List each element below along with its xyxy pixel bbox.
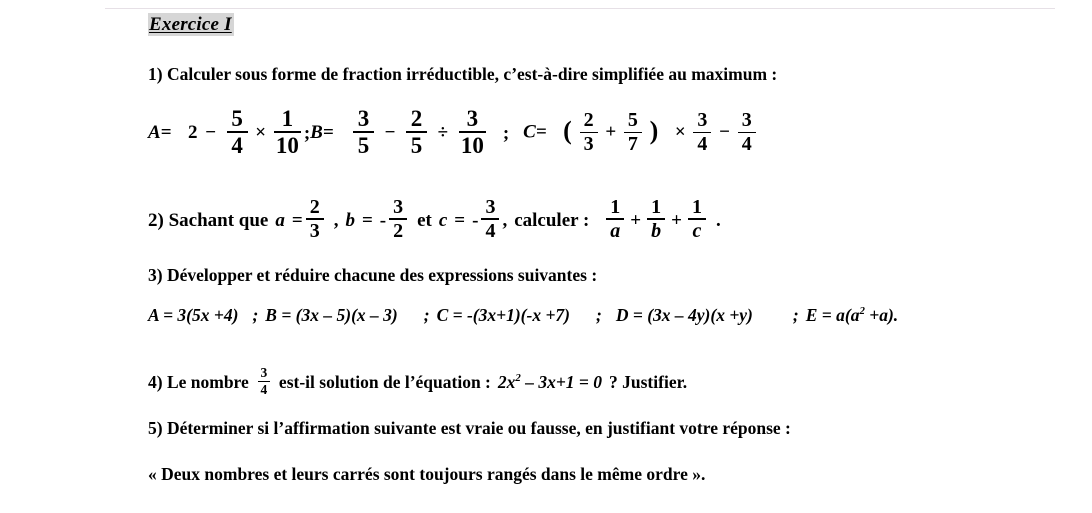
page-top-rule	[105, 8, 1055, 9]
expression-a	[148, 108, 304, 159]
fraction-numerator: 1	[691, 196, 702, 218]
fraction-numerator: 1	[651, 196, 662, 218]
expression-c-minus: −	[719, 121, 730, 143]
question-4-equation	[497, 371, 603, 392]
fraction-denominator: 4	[231, 133, 243, 159]
separator-b-c: ;	[423, 305, 430, 325]
expression-c-fraction-4	[738, 110, 756, 154]
expression-dev-b: B = (3x – 5)(x – 3)	[265, 305, 398, 325]
fraction-denominator: 10	[460, 133, 484, 159]
question-2-plus-2: +	[671, 209, 682, 231]
expression-b-fraction-1	[353, 107, 374, 158]
question-2-fraction-b	[389, 197, 407, 241]
question-2-equals-b: =	[361, 209, 373, 231]
question-2-fraction-a	[306, 197, 324, 241]
fraction-numerator: 3	[741, 109, 752, 132]
question-4-equation-base: 2x	[497, 371, 516, 392]
question-4-lead: 4) Le nombre	[148, 371, 249, 392]
question-2-lead: 2) Sachant que	[148, 209, 269, 231]
expression-b-minus: −	[384, 121, 396, 143]
question-4-equation-tail: – 3x+1 = 0	[520, 371, 603, 392]
fraction-denominator: 2	[393, 219, 404, 242]
question-2-comma-1: ,	[333, 209, 339, 231]
separator-1: ;	[303, 122, 311, 144]
separator-d-e: ;	[792, 305, 799, 325]
expression-c-close-paren: )	[649, 115, 659, 145]
question-3-text: 3) Développer et réduire chacune des expressions suivantes :	[148, 265, 598, 285]
separator-a-b: ;	[252, 305, 259, 325]
question-5-text: 5) Déterminer si l’affirmation suivante est vraie ou fausse, en justifiant votre réponse :	[148, 418, 791, 438]
question-4-fraction	[258, 366, 270, 397]
question-2-sign-b: -	[379, 209, 387, 231]
question-2-var-a: a	[275, 209, 285, 231]
expression-c-fraction-3	[693, 110, 711, 154]
fraction-numerator: 2	[410, 106, 423, 131]
expression-a-whole: 2	[188, 121, 198, 143]
question-4-mid: est-il solution de l’équation :	[278, 371, 491, 392]
fraction-denominator: b	[651, 219, 662, 242]
question-2-inverse-c	[688, 197, 706, 241]
expression-a-times: ×	[255, 121, 267, 143]
fraction-denominator: 5	[357, 133, 370, 159]
fraction-numerator: 2	[309, 196, 320, 218]
fraction-numerator: 2	[583, 109, 594, 132]
expression-c-label: C=	[523, 121, 547, 143]
fraction-denominator: 4	[697, 133, 708, 156]
question-2-calculer: calculer :	[514, 209, 590, 231]
expression-dev-e-base: E = a(a	[805, 305, 860, 325]
fraction-numerator: 5	[627, 109, 638, 132]
page-title-text: Exercice I	[149, 14, 232, 35]
expression-dev-e-exponent: 2	[859, 305, 865, 318]
fraction-numerator: 3	[466, 106, 479, 131]
fraction-numerator: 3	[393, 196, 404, 218]
fraction-denominator: 3	[583, 133, 594, 156]
question-1-text: 1) Calculer sous forme de fraction irréductible, c’est-à-dire simplifiée au maximum :	[148, 64, 778, 84]
expression-dev-d: D = (3x – 4y)(x +y)	[615, 305, 753, 325]
fraction-denominator: 7	[627, 133, 638, 156]
question-2-sign-c: -	[472, 209, 479, 231]
fraction-denominator: c	[692, 219, 702, 242]
page-title	[148, 15, 234, 34]
expression-dev-a: A = 3(5x +4)	[148, 305, 239, 325]
fraction-numerator: 1	[610, 196, 621, 218]
fraction-denominator: 3	[309, 219, 320, 242]
expression-a-label: A=	[148, 121, 172, 143]
question-2-comma-2: ,	[502, 209, 508, 231]
expression-a-fraction-1	[227, 107, 248, 158]
fraction-numerator: 3	[697, 109, 708, 132]
expression-b-divide: ÷	[437, 121, 449, 143]
question-2-equals-a: =	[291, 209, 303, 231]
expression-b-fraction-3	[459, 107, 486, 158]
expression-a-fraction-2	[274, 107, 301, 158]
expression-c-open-paren: (	[563, 115, 572, 145]
expression-dev-e	[806, 307, 898, 325]
fraction-denominator: 4	[485, 219, 496, 242]
fraction-denominator: 5	[410, 133, 423, 159]
question-1-expressions	[148, 108, 759, 159]
fraction-denominator: 4	[741, 133, 752, 156]
expression-b-label: B=	[310, 121, 334, 143]
question-2-var-c: c	[438, 209, 448, 231]
question-2	[148, 198, 721, 242]
expression-dev-c: C = -(3x+1)(-x +7)	[436, 305, 570, 325]
question-2-plus-1: +	[630, 209, 642, 231]
expression-c-times: ×	[674, 121, 686, 143]
expression-b	[310, 108, 489, 159]
fraction-numerator: 3	[260, 365, 268, 380]
expression-b-fraction-2	[406, 107, 427, 158]
expression-dev-e-tail: +a).	[864, 305, 899, 325]
fraction-numerator: 3	[357, 106, 370, 131]
expression-c-fraction-1	[580, 110, 598, 154]
question-2-equals-c: =	[454, 209, 466, 231]
fraction-denominator: 10	[275, 133, 299, 159]
separator-c-d: ;	[596, 305, 602, 325]
fraction-denominator: 4	[260, 382, 268, 398]
fraction-numerator: 3	[485, 196, 496, 218]
fraction-numerator: 1	[281, 106, 294, 131]
question-4	[148, 367, 687, 398]
expression-a-minus: −	[205, 121, 217, 143]
question-4-tail: ? Justifier.	[609, 371, 688, 392]
fraction-denominator: a	[610, 219, 621, 242]
question-2-period: .	[715, 209, 721, 231]
question-2-var-b: b	[345, 209, 355, 231]
expression-c-plus: +	[605, 121, 617, 143]
expression-c	[523, 111, 759, 155]
question-2-inverse-b	[647, 197, 665, 241]
question-2-inverse-a	[606, 197, 624, 241]
separator-2: ;	[502, 122, 510, 144]
expression-c-fraction-2	[624, 110, 642, 154]
question-5-statement: « Deux nombres et leurs carrés sont toujours rangés dans le même ordre ».	[148, 464, 706, 484]
fraction-numerator: 5	[231, 106, 243, 131]
question-2-fraction-c	[481, 197, 499, 241]
question-4-equation-exponent: 2	[515, 371, 521, 384]
question-3-expressions	[148, 307, 898, 325]
question-2-and: et	[417, 209, 432, 231]
